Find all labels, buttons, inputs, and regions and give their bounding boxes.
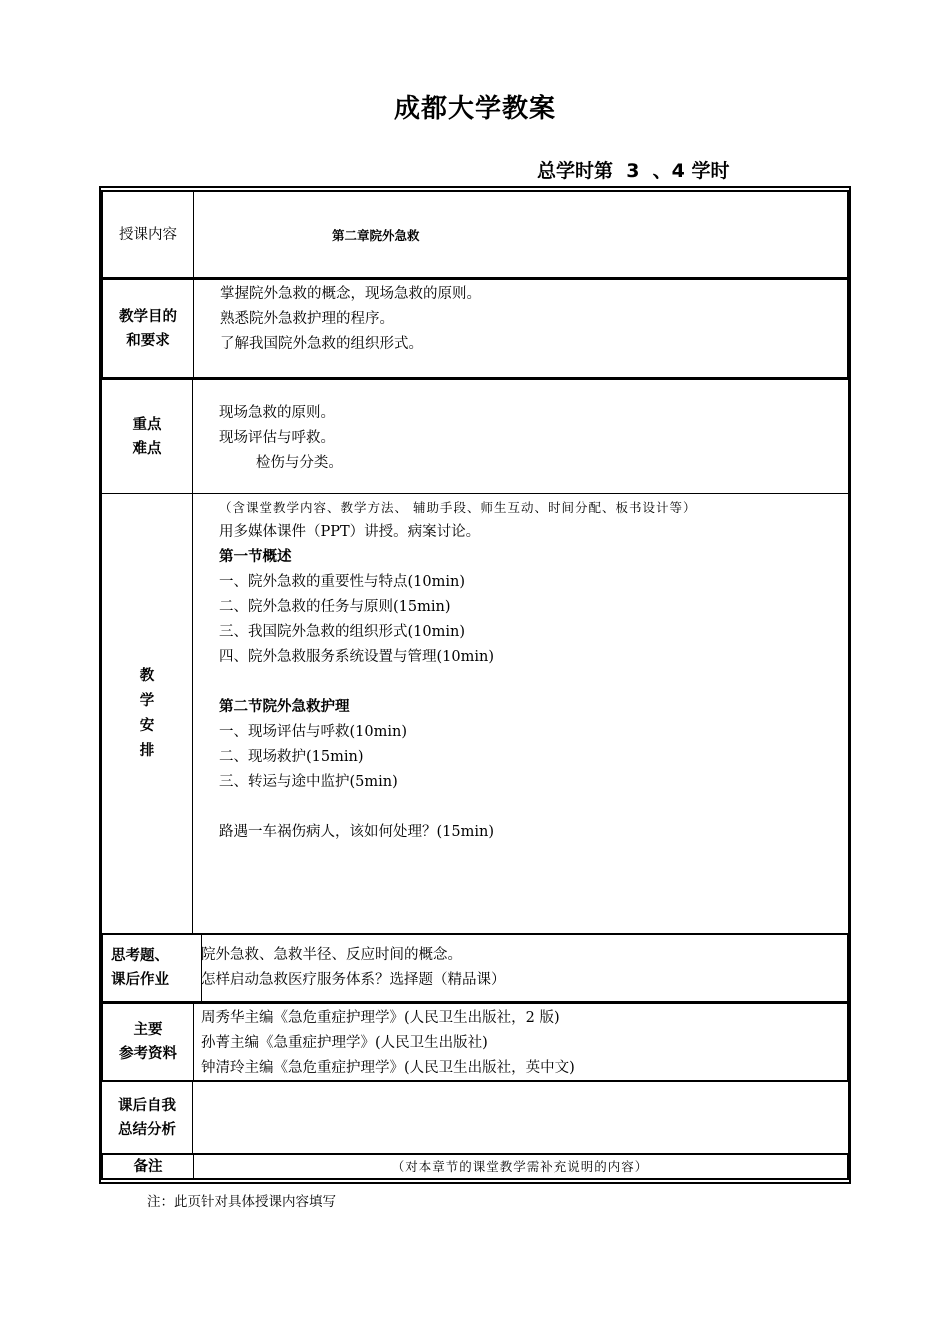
label-self-summary: 课后自我 总结分析 xyxy=(102,1082,193,1153)
key-point-line: 现场评估与呼救。 xyxy=(219,430,335,446)
row-teaching-content xyxy=(101,190,849,279)
section-2-item: 二、现场救护(15min) xyxy=(219,749,364,765)
arrangement-note: （含课堂教学内容、教学方法、 辅助手段、师生互动、时间分配、板书设计等） xyxy=(219,500,697,515)
goal-line: 掌握院外急救的概念，现场急救的原则。 xyxy=(220,286,481,302)
homework-line: 院外急救、急救半径、反应时间的概念。 xyxy=(201,947,462,963)
row-teaching-goals xyxy=(101,278,849,379)
label-teaching-arrangement: 教 学 安 排 xyxy=(102,494,193,933)
reference-line: 周秀华主编《急危重症护理学》(人民卫生出版社，2 版) xyxy=(201,1010,560,1026)
homework-text xyxy=(201,943,839,993)
row-remarks xyxy=(101,1153,849,1180)
section-1-title: 第一节概述 xyxy=(219,549,292,565)
row-teaching-arrangement xyxy=(101,493,849,934)
remarks-text: （对本章节的课堂教学需补充说明的内容） xyxy=(391,1159,649,1174)
key-point-line: 检伤与分类。 xyxy=(219,455,343,471)
label-homework: 思考题、 课后作业 xyxy=(103,935,202,1001)
label-remarks: 备注 xyxy=(103,1155,194,1178)
section-1-item: 三、我国院外急救的组织形式(10min) xyxy=(219,624,465,640)
row-homework xyxy=(101,933,849,1003)
key-point-line: 现场急救的原则。 xyxy=(219,405,335,421)
arrangement-text xyxy=(219,495,840,845)
section-2-item: 三、转运与途中监护(5min) xyxy=(219,774,398,790)
total-hours: 总学时第 3 、4 学时 xyxy=(537,160,730,182)
section-2-title: 第二节院外急救护理 xyxy=(219,699,350,715)
label-references: 主要 参考资料 xyxy=(103,1004,194,1080)
reference-line: 钟清玲主编《急危重症护理学》(人民卫生出版社，英中文) xyxy=(201,1060,575,1076)
row-key-points xyxy=(101,379,849,494)
references-text xyxy=(201,1006,839,1081)
goals-text xyxy=(220,282,839,357)
section-1-item: 二、院外急救的任务与原则(15min) xyxy=(219,599,451,615)
goal-line: 熟悉院外急救护理的程序。 xyxy=(220,311,394,327)
label-key-points: 重点 难点 xyxy=(102,380,193,493)
label-teaching-goals: 教学目的 和要求 xyxy=(103,280,194,377)
row-references xyxy=(101,1002,849,1082)
chapter-title: 第二章院外急救 xyxy=(332,228,420,243)
goal-line: 了解我国院外急救的组织形式。 xyxy=(220,336,423,352)
label-teaching-content: 授课内容 xyxy=(103,192,194,277)
case-discussion: 路遇一车祸伤病人，该如何处理？(15min) xyxy=(219,824,494,840)
section-2-item: 一、现场评估与呼救(10min) xyxy=(219,724,407,740)
key-points-text xyxy=(219,401,840,476)
row-self-summary xyxy=(101,1081,849,1154)
page-title: 成都大学教案 xyxy=(393,94,556,124)
section-1-item: 一、院外急救的重要性与特点(10min) xyxy=(219,574,465,590)
homework-line: 怎样启动急救医疗服务体系？选择题（精品课） xyxy=(201,972,506,988)
reference-line: 孙菁主编《急重症护理学》(人民卫生出版社) xyxy=(201,1035,488,1051)
footer-note: 注：此页针对具体授课内容填写 xyxy=(147,1194,336,1210)
teaching-method: 用多媒体课件（PPT）讲授。病案讨论。 xyxy=(219,524,481,540)
section-1-item: 四、院外急救服务系统设置与管理(10min) xyxy=(219,649,494,665)
